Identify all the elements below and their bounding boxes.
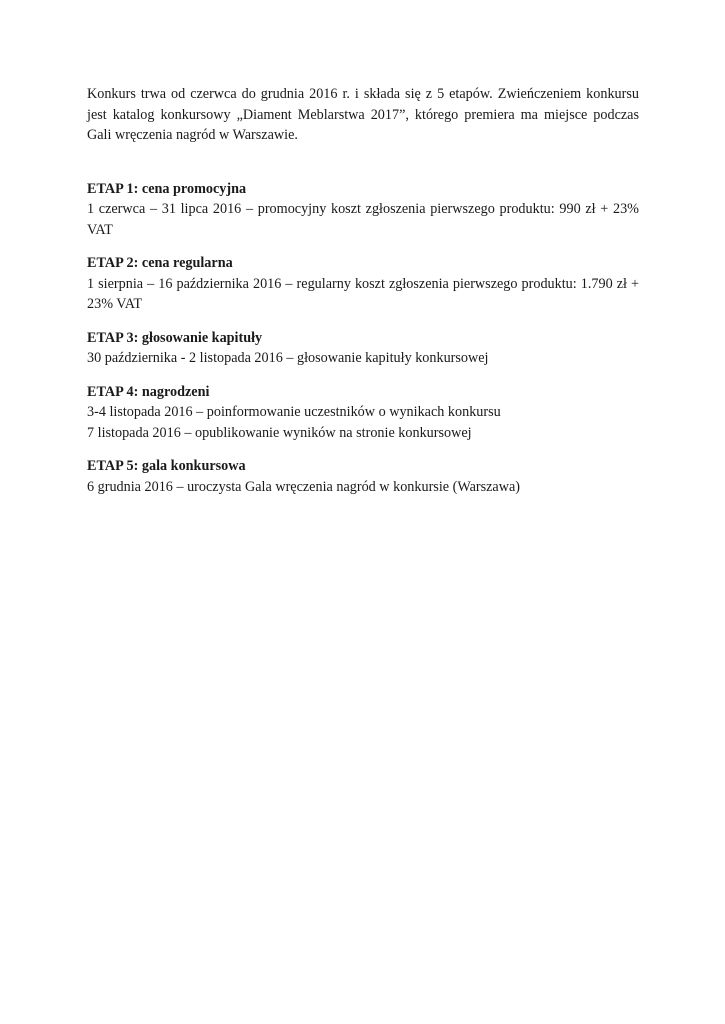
stage-title: ETAP 5: gala konkursowa xyxy=(87,458,246,474)
stage-detail: 1 czerwca – 31 lipca 2016 – promocyjny koszt zgłoszenia pierwszego produktu: 990 zł + 23% VAT xyxy=(87,201,639,238)
stage-title: ETAP 3: głosowanie kapituły xyxy=(87,329,263,346)
stage-detail: 3-4 listopada 2016 – poinformowanie uczestników o wynikach konkursu xyxy=(87,404,501,420)
stage-4 xyxy=(87,382,639,444)
intro-paragraph: Konkurs trwa od czerwca do grudnia 2016 r. i składa się z 5 etapów. Zwieńczeniem konkursu jest katalog konkursowy „Diament Meblarstwa 2017”, którego premiera ma miejsce podczas Gali wręczenia nagród w Warszawie. xyxy=(87,86,639,143)
stage-1 xyxy=(87,179,639,241)
stage-title: ETAP 2: cena regularna xyxy=(87,255,233,271)
stage-detail: 6 grudnia 2016 – uroczysta Gala wręczenia nagród w konkursie (Warszawa) xyxy=(87,478,520,495)
stage-detail: 30 października - 2 listopada 2016 – głosowanie kapituły konkursowej xyxy=(87,350,489,366)
stage-2 xyxy=(87,253,639,315)
stage-detail: 1 sierpnia – 16 października 2016 – regularny koszt zgłoszenia pierwszego produktu: 1.790 zł + 23% VAT xyxy=(87,275,639,312)
stage-5 xyxy=(87,456,639,497)
stage-3 xyxy=(87,328,639,369)
stage-title: ETAP 1: cena promocyjna xyxy=(87,180,247,197)
stage-title: ETAP 4: nagrodzeni xyxy=(87,383,210,400)
stage-detail: 7 listopada 2016 – opublikowanie wyników na stronie konkursowej xyxy=(87,424,472,441)
document-body xyxy=(87,84,639,497)
